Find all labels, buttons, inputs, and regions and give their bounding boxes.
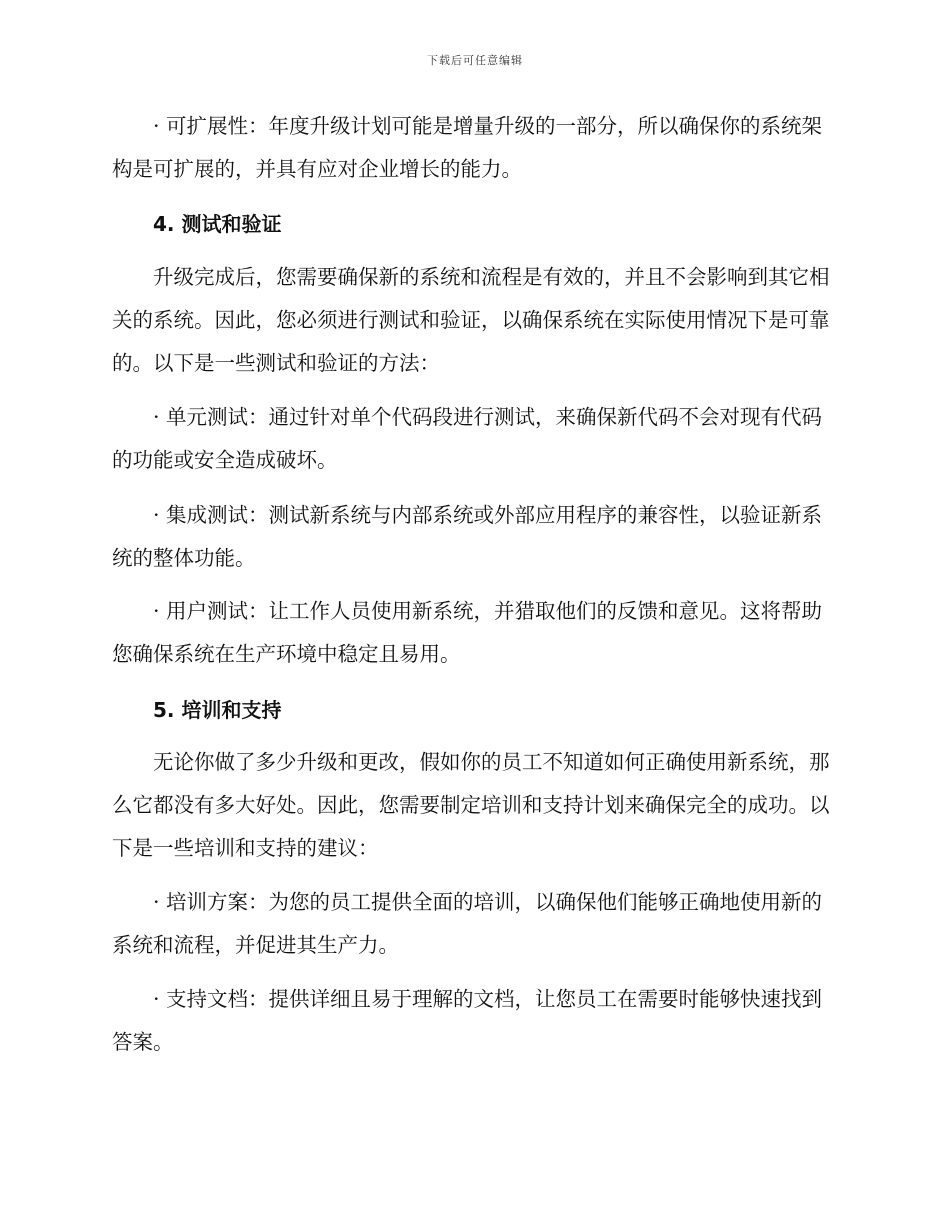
paragraph-unit-testing: · 单元测试：通过针对单个代码段进行测试，来确保新代码不会对现有代码的功能或安全造成破坏。	[112, 405, 823, 472]
paragraph-scalability: · 可扩展性：年度升级计划可能是增量升级的一部分，所以确保你的系统架构是可扩展的，并具有应对企业增长的能力。	[112, 114, 823, 181]
section-heading-training: 5. 培训和支持	[153, 698, 282, 722]
paragraph-testing-intro: 升级完成后，您需要确保新的系统和流程是有效的，并且不会影响到其它相关的系统。因此，您必须进行测试和验证，以确保系统在实际使用情况下是可靠的。以下是一些测试和验证的方法：	[112, 265, 830, 375]
paragraph-integration-testing: · 集成测试：测试新系统与内部系统或外部应用程序的兼容性，以验证新系统的整体功能。	[112, 503, 823, 570]
paragraph-training-plan: · 培训方案：为您的员工提供全面的培训，以确保他们能够正确地使用新的系统和流程，并促进其生产力。	[112, 890, 823, 957]
page-header: 下载后可任意编辑	[427, 54, 523, 67]
paragraph-training-intro: 无论你做了多少升级和更改，假如你的员工不知道如何正确使用新系统，那么它都没有多大好处。因此，您需要制定培训和支持计划来确保完全的成功。以下是一些培训和支持的建议：	[112, 750, 830, 860]
paragraph-support-docs: · 支持文档：提供详细且易于理解的文档，让您员工在需要时能够快速找到答案。	[112, 987, 823, 1054]
section-heading-testing: 4. 测试和验证	[153, 212, 282, 236]
paragraph-user-testing: · 用户测试：让工作人员使用新系统，并猎取他们的反馈和意见。这将帮助您确保系统在生产环境中稳定且易用。	[112, 599, 823, 666]
